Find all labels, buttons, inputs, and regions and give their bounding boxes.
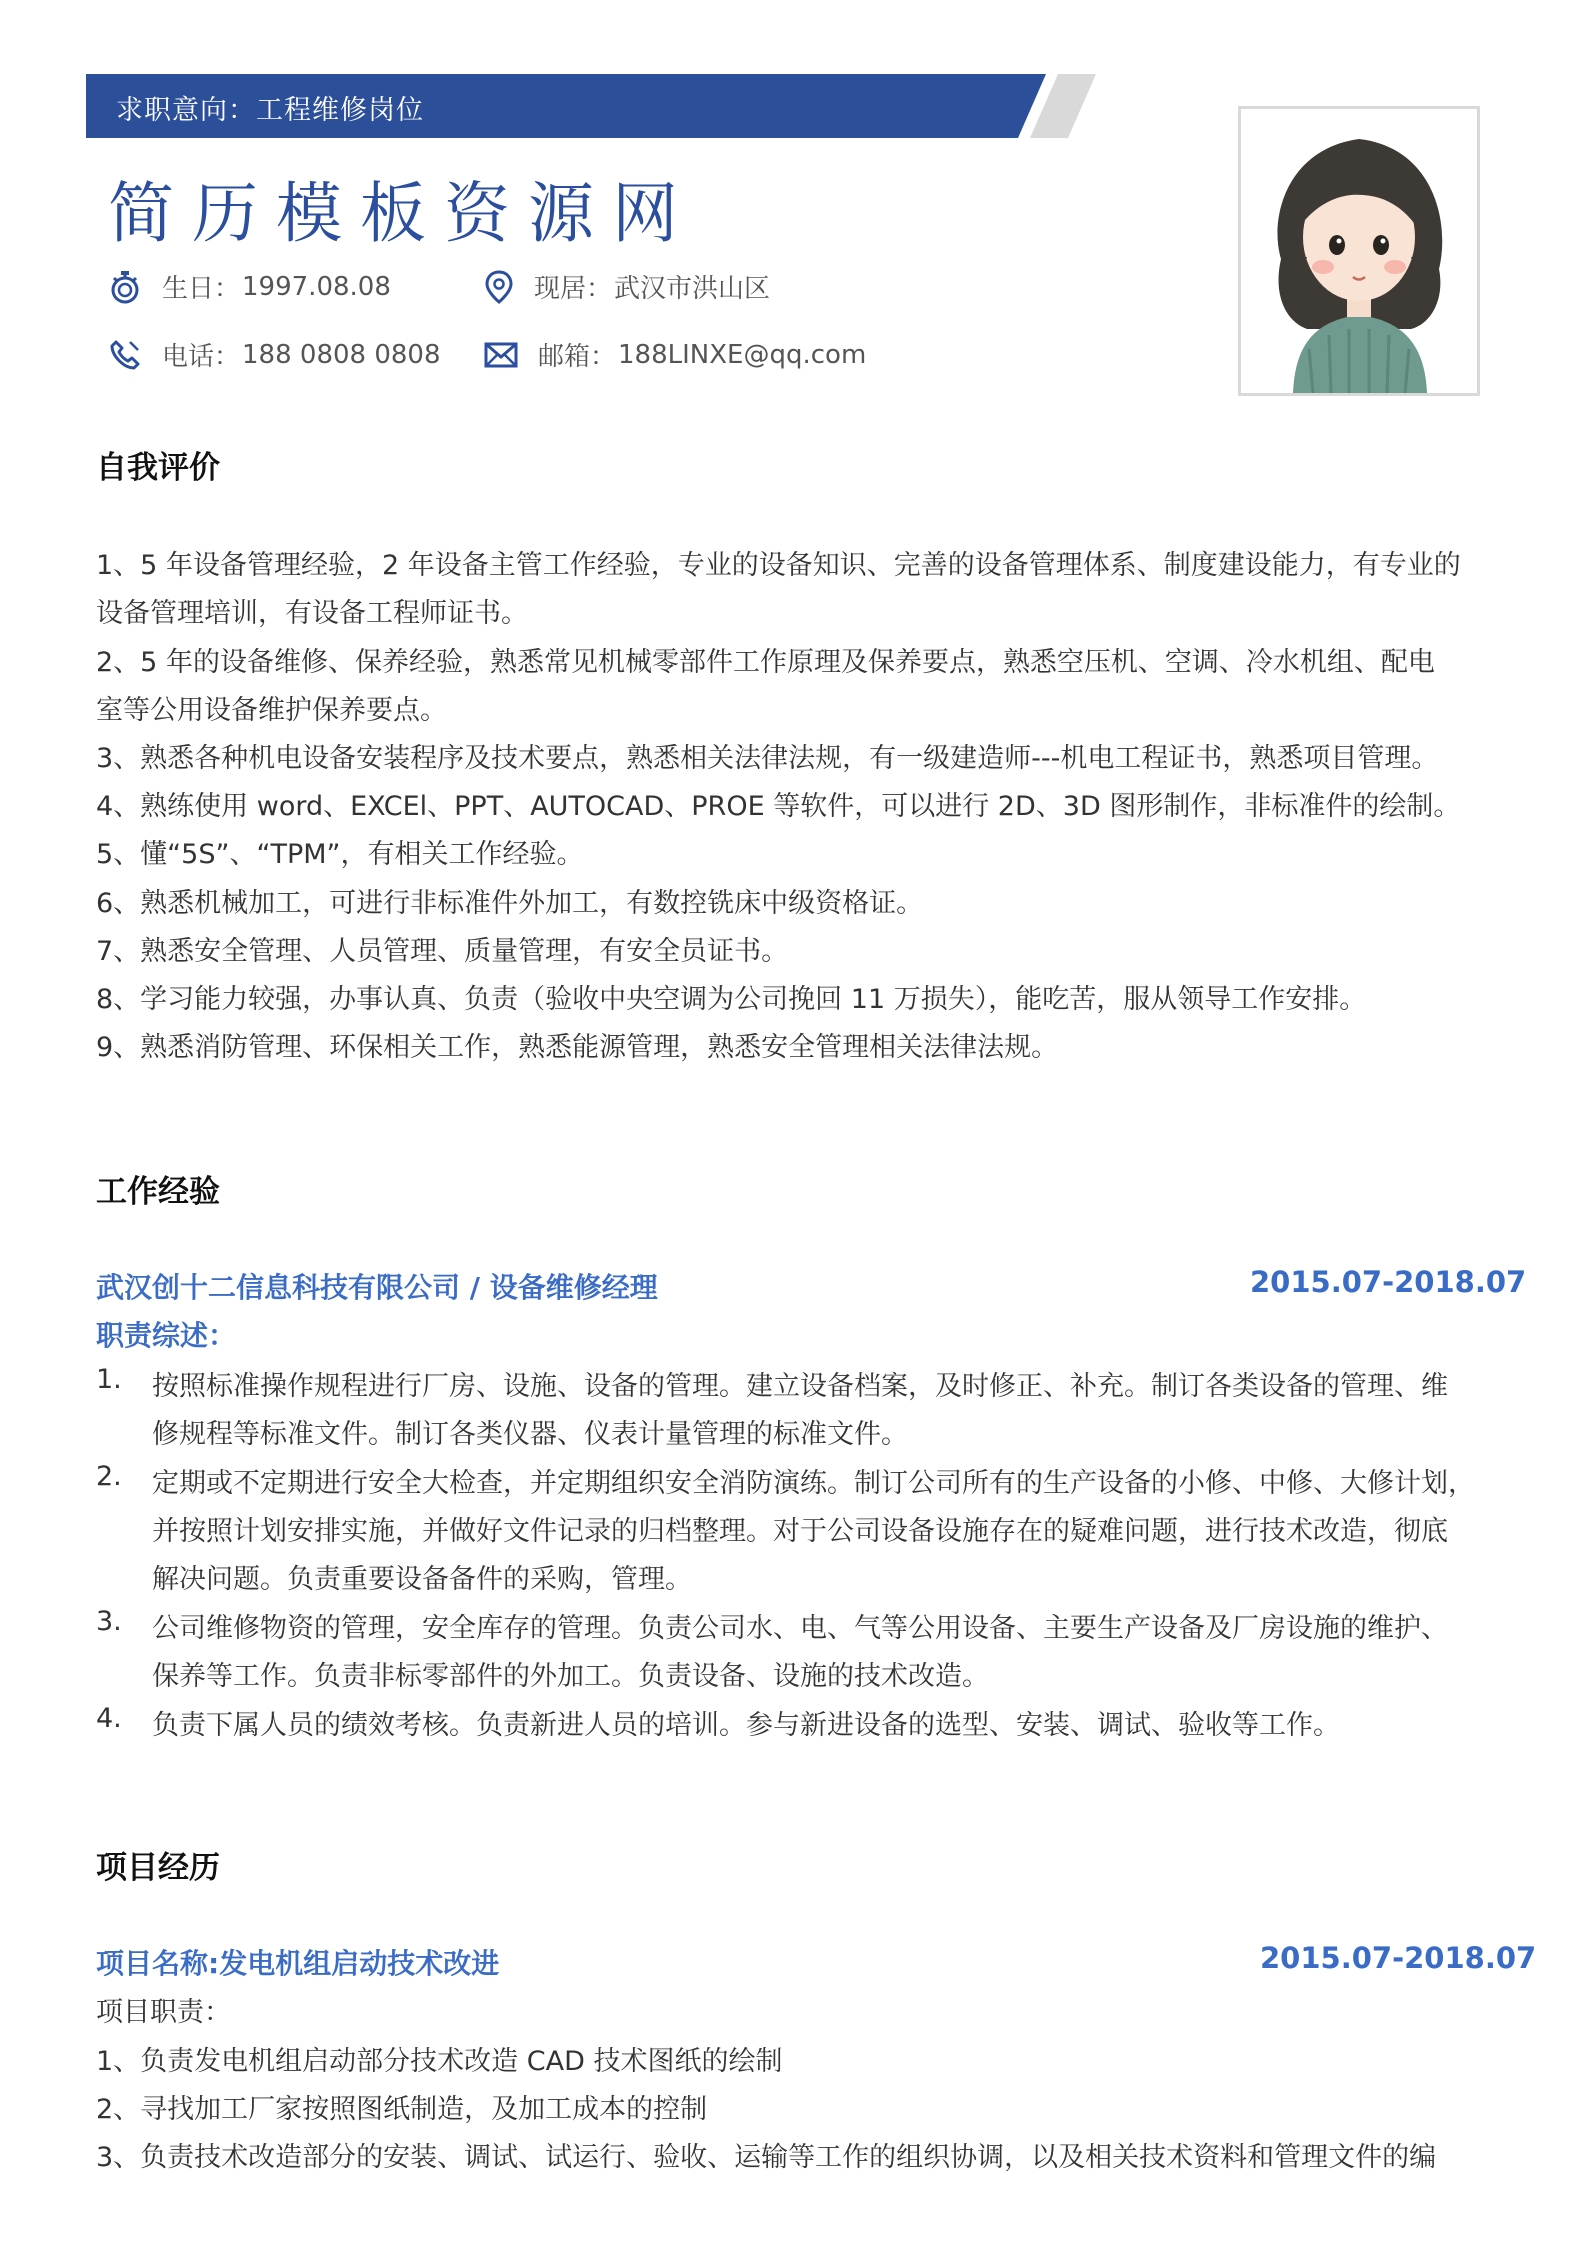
birthday-info xyxy=(108,268,391,305)
self-eval-line: 设备管理培训，有设备工程师证书。 xyxy=(96,598,528,629)
avatar-illustration xyxy=(1241,109,1477,393)
self-eval-line: 2、5 年的设备维修、保养经验，熟悉常见机械零部件工作原理及保养要点，熟悉空压机、空调、冷水机组、配电 xyxy=(96,647,1435,678)
candidate-name: 简历模板资源网 xyxy=(108,175,696,252)
phone-label: 电话： xyxy=(162,342,241,372)
work-item-number: 2. xyxy=(96,1461,122,1492)
project-title: 项目经历 xyxy=(96,1850,220,1886)
work-title: 工作经验 xyxy=(96,1174,220,1210)
job-intention: 求职意向：工程维修岗位 xyxy=(116,95,424,126)
work-item-number: 1. xyxy=(96,1364,122,1395)
project-duty-label: 项目职责： xyxy=(96,1997,231,2028)
birthday-label: 生日： xyxy=(162,274,241,304)
work-line: 修规程等标准文件。制订各类仪器、仪表计量管理的标准文件。 xyxy=(152,1419,908,1450)
self-eval-line: 1、5 年设备管理经验，2 年设备主管工作经验，专业的设备知识、完善的设备管理体系、制度建设能力，有专业的 xyxy=(96,550,1461,581)
work-line: 并按照计划安排实施，并做好文件记录的归档整理。对于公司设备设施存在的疑难问题，进行技术改造，彻底 xyxy=(152,1516,1448,1547)
work-line: 保养等工作。负责非标零部件的外加工。负责设备、设施的技术改造。 xyxy=(152,1661,989,1692)
work-line: 按照标准操作规程进行厂房、设施、设备的管理。建立设备档案，及时修正、补充。制订各类设备的管理、维 xyxy=(152,1371,1448,1402)
email-label: 邮箱： xyxy=(538,342,617,372)
phone-value: 188 0808 0808 xyxy=(242,339,441,370)
self-eval-title: 自我评价 xyxy=(96,450,220,486)
self-eval-line: 9、熟悉消防管理、环保相关工作，熟悉能源管理，熟悉安全管理相关法律法规。 xyxy=(96,1032,1059,1063)
phone-info xyxy=(108,336,441,373)
self-eval-line: 5、懂“5S”、“TPM”，有相关工作经验。 xyxy=(96,839,584,870)
birthday-value: 1997.08.08 xyxy=(242,271,391,302)
work-line: 负责下属人员的绩效考核。负责新进人员的培训。参与新进设备的选型、安装、调试、验收等工作。 xyxy=(152,1710,1340,1741)
work-line: 公司维修物资的管理，安全库存的管理。负责公司水、电、气等公用设备、主要生产设备及厂房设施的维护、 xyxy=(152,1613,1448,1644)
email-value: 188LINXE@qq.com xyxy=(618,339,867,370)
project-line: 3、负责技术改造部分的安装、调试、试运行、验收、运输等工作的组织协调，以及相关技术资料和管理文件的编 xyxy=(96,2142,1437,2173)
self-eval-line: 4、熟练使用 word、EXCEl、PPT、AUTOCAD、PROE 等软件，可以进行 2D、3D 图形制作，非标准件的绘制。 xyxy=(96,791,1461,822)
work-date: 2015.07-2018.07 xyxy=(1250,1265,1527,1299)
phone-icon xyxy=(108,338,142,372)
stopwatch-icon xyxy=(108,269,142,305)
work-line: 定期或不定期进行安全大检查，并定期组织安全消防演练。制订公司所有的生产设备的小修、中修、大修计划， xyxy=(152,1468,1475,1499)
self-eval-line: 8、学习能力较强，办事认真、负责（验收中央空调为公司挽回 11 万损失），能吃苦，服从领导工作安排。 xyxy=(96,984,1367,1015)
work-line: 解决问题。负责重要设备备件的采购，管理。 xyxy=(152,1564,692,1595)
email-info xyxy=(484,336,866,373)
residence-label: 现居： xyxy=(534,274,613,304)
profile-photo xyxy=(1238,106,1480,396)
work-item-number: 3. xyxy=(96,1606,122,1637)
project-date: 2015.07-2018.07 xyxy=(1260,1941,1537,1975)
location-pin-icon xyxy=(484,269,514,305)
project-name: 项目名称:发电机组启动技术改进 xyxy=(96,1947,500,1980)
project-line: 2、寻找加工厂家按照图纸制造，及加工成本的控制 xyxy=(96,2094,708,2125)
work-item-number: 4. xyxy=(96,1703,122,1734)
work-duty-label: 职责综述： xyxy=(96,1319,237,1352)
work-company: 武汉创十二信息科技有限公司 / 设备维修经理 xyxy=(96,1271,658,1304)
self-eval-line: 7、熟悉安全管理、人员管理、质量管理，有安全员证书。 xyxy=(96,936,789,967)
self-eval-line: 3、熟悉各种机电设备安装程序及技术要点，熟悉相关法律法规，有一级建造师---机电工程证书，熟悉项目管理。 xyxy=(96,743,1439,774)
residence-value: 武汉市洪山区 xyxy=(614,274,771,304)
residence-info xyxy=(484,268,770,305)
mail-icon xyxy=(484,340,518,370)
self-eval-line: 室等公用设备维护保养要点。 xyxy=(96,695,447,726)
project-line: 1、负责发电机组启动部分技术改造 CAD 技术图纸的绘制 xyxy=(96,2046,783,2077)
self-eval-line: 6、熟悉机械加工，可进行非标准件外加工，有数控铣床中级资格证。 xyxy=(96,888,924,919)
